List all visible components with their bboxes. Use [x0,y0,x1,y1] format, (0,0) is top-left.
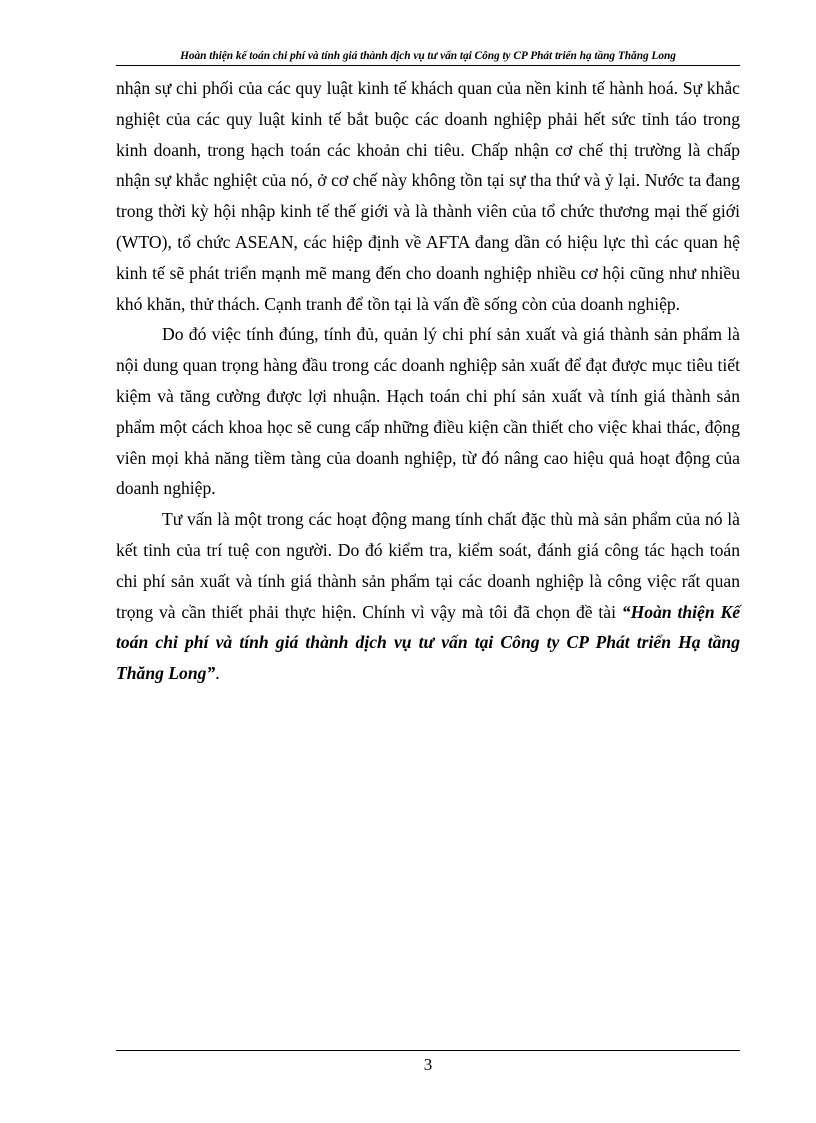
header-divider [116,65,740,66]
page-number: 3 [423,1055,433,1074]
paragraph-topic-intro: Tư vấn là một trong các hoạt động mang tính chất đặc thù mà sản phẩm của nó là kết tinh của trí tuệ con người. Do đó kiểm tra, kiểm soát, đánh giá công tác hạch toán chi phí sản xuất và tính giá thành sản phẩm tại các doanh nghiệp là công việc rất quan trọng và cần thiết phải thực hiện. Chính vì vậy mà tôi đã chọn đề tài [116,509,740,622]
paragraph-topic-choice [116,504,740,689]
footer-divider [116,1050,740,1051]
paragraph-continued: nhận sự chi phối của các quy luật kinh tế khách quan của nền kinh tế hành hoá. Sự khắc nghiệt của các quy luật kinh tế bắt buộc các doanh nghiệp phải hết sức tỉnh táo trong kinh doanh, trong hạch toán các khoản chi tiêu. Chấp nhận cơ chế thị trường là chấp nhận sự khắc nghiệt của nó, ở cơ chế này không tồn tại sự tha thứ và ỷ lại. Nước ta đang trong thời kỳ hội nhập kinh tế thế giới và là thành viên của tổ chức thương mại thế giới (WTO), tổ chức ASEAN, các hiệp định về AFTA đang dần có hiệu lực thì các quan hệ kinh tế sẽ phát triển mạnh mẽ mang đến cho doanh nghiệp nhiều cơ hội cũng như nhiều khó khăn, thử thách. Cạnh tranh để tồn tại là vấn đề sống còn của doanh nghiệp. [116,78,740,314]
running-header: Hoàn thiện kế toán chi phí và tính giá thành dịch vụ tư vấn tại Công ty CP Phát triển hạ tầng Thăng Long [180,50,676,62]
thesis-title-reference: “Hoàn thiện Kế toán chi phí và tính giá thành dịch vụ tư vấn tại Công ty CP Phát triển Hạ tầng Thăng Long” [116,601,741,684]
document-body [116,73,740,689]
paragraph-cost-management: Do đó việc tính đúng, tính đủ, quản lý chi phí sản xuất và giá thành sản phẩm là nội dung quan trọng hàng đầu trong các doanh nghiệp sản xuất để đạt được mục tiêu tiết kiệm và tăng cường được lợi nhuận. Hạch toán chi phí sản xuất và tính giá thành sản phẩm một cách khoa học sẽ cung cấp những điều kiện cần thiết cho việc khai thác, động viên mọi khả năng tiềm tàng của doanh nghiệp, từ đó nâng cao hiệu quả hoạt động của doanh nghiệp. [116,324,740,499]
paragraph-end-punctuation: . [215,663,220,684]
